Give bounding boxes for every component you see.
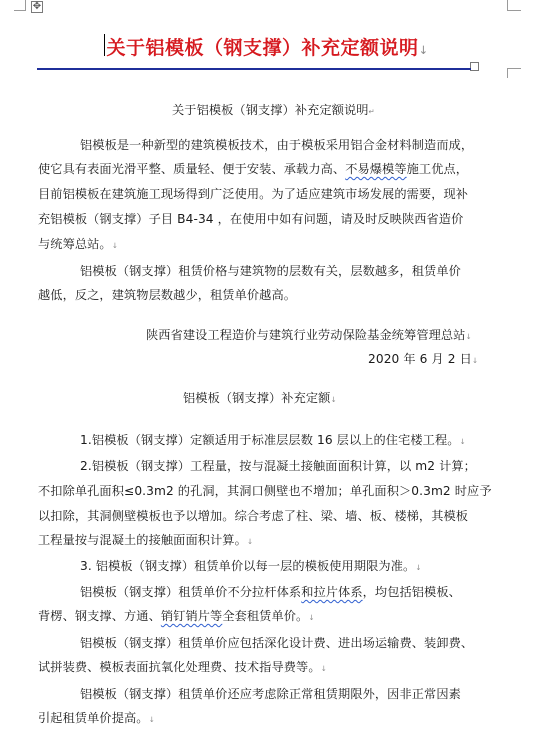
- notice-title: 关于铝模板（钢支撑）补充定额说明↵: [172, 103, 375, 117]
- enter-mark-icon: ↵: [368, 107, 375, 116]
- supplement-title: 铝模板（钢支撑）补充定额↓: [183, 391, 337, 405]
- crop-mark-top-right: [507, 0, 508, 10]
- text-cursor: [104, 34, 105, 56]
- supplement-item3: 3. 铝模板（钢支撑）租赁单价以每一层的模板使用期限为准。↓: [80, 559, 422, 573]
- notice-para1-line5: 与统筹总站。↓: [38, 237, 118, 251]
- spellcheck-underline[interactable]: 和拉片体系: [301, 585, 363, 599]
- paragraph-mark-icon: ↓: [111, 241, 118, 250]
- notice-date: 2020 年 6 月 2 日↓: [368, 352, 479, 366]
- notice-para2-line1: 铝模板（钢支撑）租赁价格与建筑物的层数有关，层数越多，租赁单价: [80, 264, 461, 278]
- notice-para1-line3: 目前铝模板在建筑施工现场得到广泛使用。为了适应建筑市场发展的需要，现补: [38, 187, 469, 201]
- paragraph-mark-icon: ↓: [320, 664, 327, 673]
- paragraph-mark-icon: ↓: [246, 537, 254, 546]
- paragraph-mark-icon: ↓: [308, 613, 315, 622]
- resize-handle[interactable]: [470, 62, 479, 71]
- supplement-para-b-line2: 试拼装费、模板表面抗氧化处理费、技术指导费等。↓: [38, 660, 327, 674]
- signature: 陕西省建设工程造价与建筑行业劳动保险基金统筹管理总站↓: [146, 328, 472, 342]
- supplement-item2-line1: 2.铝模板（钢支撑）工程量，按与混凝土接触面面积计算，以 m2 计算；: [80, 459, 476, 473]
- document-title[interactable]: [0, 33, 535, 60]
- supplement-para-c-line2: 引起租赁单价提高。↓: [38, 711, 155, 725]
- header-rule: [37, 68, 471, 70]
- supplement-para-b-line1: 铝模板（钢支撑）租赁单价应包括深化设计费、进出场运输费、装卸费、: [80, 636, 474, 650]
- paragraph-mark-icon: ↓: [415, 563, 422, 572]
- supplement-item2-line2: 不扣除单孔面积≤0.3m2 的孔洞，其洞口侧壁也不增加；单孔面积＞0.3m2 时应予: [38, 484, 492, 498]
- supplement-item1: 1.铝模板（钢支撑）定额适用于标准层层数 16 层以上的住宅楼工程。↓: [80, 433, 466, 447]
- paragraph-mark-icon: ↓: [330, 395, 337, 404]
- move-handle-icon[interactable]: ✥: [32, 1, 42, 12]
- paragraph-mark-icon: ↓: [148, 715, 155, 724]
- crop-mark-header-right: [507, 68, 508, 78]
- document-title-text: 关于铝模板（钢支撑）补充定额说明: [106, 37, 419, 59]
- crop-mark-top-left: [25, 0, 26, 10]
- supplement-para-c-line1: 铝模板（钢支撑）租赁单价还应考虑除正常租赁期限外，因非正常因素: [80, 687, 461, 701]
- crop-mark-top-left: [14, 10, 26, 11]
- crop-mark-top-right: [507, 10, 521, 11]
- supplement-item2-line4: 工程量按与混凝土的接触面面积计算。↓: [38, 533, 254, 547]
- paragraph-mark-icon: ↓: [471, 356, 479, 365]
- notice-para1-line4: 充铝模板（钢支撑）子目 B4-34 ，在使用中如有问题，请及时反映陕西省造价: [38, 212, 464, 226]
- spellcheck-underline[interactable]: 销钉销片等: [160, 609, 223, 623]
- spellcheck-underline[interactable]: 不易爆模等: [345, 162, 407, 176]
- notice-para1-line2: 使它具有表面光滑平整、质量轻、便于安装、承载力高、不易爆模等施工优点，: [38, 162, 469, 176]
- supplement-para-a-line2: 背楞、钢支撑、方通、销钉销片等全套租赁单价。↓: [38, 609, 315, 623]
- supplement-item2-line3: 以扣除，其洞侧壁模板也予以增加。综合考虑了柱、梁、墙、板、楼梯，其模板: [38, 509, 469, 523]
- paragraph-mark-icon: ↓: [459, 437, 466, 446]
- paragraph-mark-icon: ↓: [418, 43, 429, 57]
- supplement-para-a-line1: 铝模板（钢支撑）租赁单价不分拉杆体系和拉片体系，均包括铝模板、: [80, 585, 461, 599]
- crop-mark-header-right: [507, 68, 521, 69]
- notice-para1-line1: 铝模板是一种新型的建筑模板技术，由于模板采用铝合金材料制造而成，: [80, 138, 474, 152]
- paragraph-mark-icon: ↓: [465, 332, 472, 341]
- notice-para2-line2: 越低，反之，建筑物层数越少，租赁单价越高。: [38, 288, 297, 302]
